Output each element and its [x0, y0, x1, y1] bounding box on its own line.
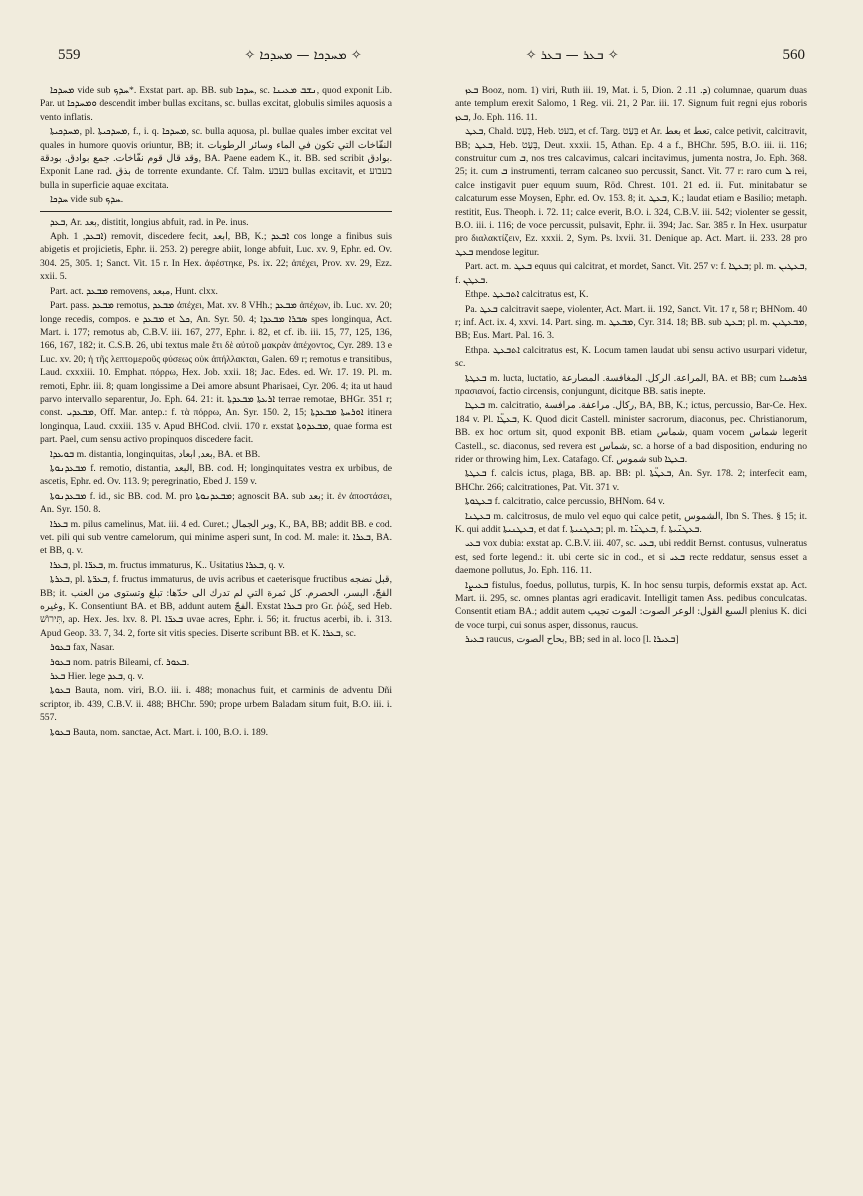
dictionary-entry: Aph. ܐܒܥܕ, 1) removit, discedere fecit, ابعد, BB, K.; ܐܒܥܕ cos longe a finibus suis abigetis et projicietis, Ephr. ii. 253. 2) peregre abiit, longe abfuit, Luc. xv. 9, Ephr. ed. Ov. 304. 25, 305. 1; Sanct. Vit. 15 r. In Hex. ἀφέστηκε, Ps. ix. 22; ἀπέχει, Prov. xv. 29, Ezz. xxii. 5. [40, 231, 392, 283]
dictionary-entry: ܡܒܥܕܢܘܬܐ f. remotio, distantia, البعد, BB. cod. H; longinquitates vestra ex urbibus, de ascetis, Ephr. ed. Ov. 113. 9; peregrinatio, Ebed J. 159 v. [40, 462, 392, 488]
dictionary-entry: ܒܥܕ, Ar. بعد, distitit, longius abfuit, rad. in Pe. inus. [40, 211, 392, 229]
dictionary-entry: ܡܚܕܟܐ vide sub ܚܕܟ*. Exstat part. ap. BB. sub ܚܕܟܐ, sc. ܢܫܒ ܡܥܝܢܐ, quod exponit Lib. Par. ut ܘܡܚܕܟܐ descendit imber bullas excitans, sc. bullas excitat, globulis similes aquosis a vento inflatis. [40, 85, 392, 123]
dictionary-entry: ܒܥܪܬܐ, pl. ܒܥܪ̈ܬܐ, f. fructus immaturus, de uvis acribus et caeterisque fructibus قبل نضجه, BB; it. الفجّ، البسر، الحصرم. كل ثمرة التي لم تدرك الى حدّها: تبلغ وتستوى من العنب وغيره, K. Consentiunt BA. et BB, addunt autem الفجّ. Exstat ܒܥܪܐ pro Gr. ῥώξ, sed Heb. תִּירוֹשׁ, ap. Hex. Jes. lxv. 8. Pl. ܒܥܪ̈ܐ uvae acres, Ephr. i. 56; it. fructus acerbi, ib. i. 313. Apud Geop. 33. 7, 34. 2, forte sit vitis species. Diserte scribunt BB. et K. ܒܥܪܐ, sc. [40, 574, 392, 639]
dictionary-entry: Ethpe. ܐܬܒܥܛ calcitratus est, K. [465, 289, 589, 301]
dictionary-entry: ܒܥܘܬܐ Bauta, nom. sanctae, Act. Mart. i. 100, B.O. i. 189. [50, 726, 269, 738]
right-column [455, 84, 807, 1184]
dictionary-entry: ܒܘܥܕܐ m. distantia, longinquitas, بعد, ابعاد, BA. et BB. [50, 448, 261, 460]
left-running-title: ✧ ܡܚܕܟܐ — ܡܚܕܟܐ ✧ [244, 47, 362, 63]
dictionary-entry: ܒܥܪܐ m. pilus camelinus, Mat. iii. 4 ed. Curet.; وبر الجمال, K., BA, BB; addit BB. e cod. vet. pili qui sub ventre camelorum, qui minime asperi sunt, In cod. M. male: it. ܒܥܪܐ, BA. et BB, q. v. [40, 518, 392, 557]
dictionary-entry: ܒܥܪܐ, pl. ܒܥܪ̈ܐ, m. fructus immaturus, K.. Usitatius ܒܥܪܐ, q. v. [50, 559, 285, 571]
left-column [40, 84, 392, 1184]
right-page-number: 560 [782, 46, 805, 63]
left-page-number: 559 [58, 46, 81, 63]
dictionary-entry: ܒܥܘܪ nom. patris Bileami, cf. ܒܥܘܪ. [50, 656, 190, 668]
dictionary-entry: ܒܥܘܬܐ Bauta, nom. viri, B.O. iii. i. 488; monachus fuit, et carminis de adventu Dñi scriptor, ib. 439, C.B.V. ii. 488; BHChr. 590; prope urbem Baladam situm fuit, B.O. iii. i. 557. [40, 685, 392, 724]
dictionary-entry: ܚܕܟܐ vide sub ܚܕܟ. [50, 194, 124, 206]
dictionary-entry: ܡܒܥܕܢܘܬܐ f. id., sic BB. cod. M. pro ܡܒܥܕܢܘܬܐ; agnoscit BA. sub بعد; it. ἐν ἀποστάσει, An. Syr. 150. 8. [40, 490, 392, 516]
dictionary-entry: Ethpa. ܐܬܒܥܛ calcitratus est, K. Locum tamen laudat ubi sensu activo usurpari videtur, sc. [455, 344, 807, 370]
page-header [58, 44, 805, 66]
dictionary-entry: ܒܥܛܐ m. calcitratio, ركال. مراعفة. مرافسة, BA, BB, K.; ictus, percussio, Bar-Ce. Hex. 184 v. Pl. ܒܥܛ̈ܐ, K. Quod dicit Castell. minister sacrorum, diaconus, pec. Christianorum, BB. ex hoc ortum sit, quod exponit BB. etiam شماس, quam vocem شماس legerit Castell., sc. diaconus, sed revera est شماس, sc. a horse of a bad disposition, enduring no rider or throwing him, Lex. Catafago. Cf. شموس sub ܒܥܛܐ. [455, 400, 807, 465]
dictionary-entry: ܒܥܛܬܐ m. lucta, luctatio, المراعة. الركل. المغافسة. المصارعة, BA. et BB; cum ܦܪܣܝܢܐ πρασιανοί, factio circensis, conjungunt, dicitque BB. satis inepte. [455, 372, 807, 397]
dictionary-entry: ܒܥܛܘܬܐ f. calcitratio, calce percussio, BHNom. 64 v. [465, 496, 665, 508]
dictionary-entry: ܒܥܪ Hier. lege ܒܥܕ, q. v. [50, 671, 144, 683]
dictionary-entry: ܒܥܘܪ fax, Nasar. [50, 642, 115, 654]
dictionary-entry: ܒܥܛ, Chald. בְּעַט, Heb. בעט, et cf. Targ. בְּעַט et Ar. بعط et تعط, calce petivit, calcitravit, BB; ܒܥܛ, Heb. בְּעַט, Deut. xxxii. 15, Athan. Ep. 4 a f., BHChr. 595, B.O. iii. ii. 116; construitur cum ܒ, nos tres calcavimus, calcari incitavimus, jumenta nostra, Jo. Eph. 368. 25; it. cum ܒ instrumenti, terram calcaneo suo percussit, Sanct. Vit. 77 r: raro cum ܠ rei, calce instigavit puer equum suum, Röd. Chrest. 101. 21 ed. ii. Fut. minitabatur se calcaturum esse Moysen, Ephr. ed. Ov. 153. 8; it. ܒܥܛ, K.; laudat etiam e Basilio; metaph. restitit, Eus. Theoph. i. 72. 11; calce everit, B.O. i. 324, C.B.V. iii. 542; violenter se gessit, B.O. iii. i. 116; de voce percussit, pulsavit, Ephr. ii. 394; Jac. Sar. 385 r. In Hex. usurpatur pro διαλακτίζειν, Ez. xxxii. 2, Sym. Ps. lxvii. 31. Denique ap. Act. Mart. ii. 233. 28 pro ܒܥܛ mendose legitur. [455, 126, 807, 258]
dictionary-entry: ܒܥܛܬܐ f. calcis ictus, plaga, BB. ap. BB: pl. ܒܥܛ̈ܬܐ, An. Syr. 178. 2; interfecit eam, BHChr. 266; calcitrationes, Pat. Vit. 371 v. [455, 468, 807, 493]
dictionary-entry: Part. act. m. ܒܥܛ equus qui calcitrat, et mordet, Sanct. Vit. 257 v: f. ܒܥܛܐ; pl. m. ܒܥܛܝܢ, f. ܒܥܛܢ. [455, 261, 807, 286]
dictionary-entry: ܒܥܛܢܐ m. calcitrosus, de mulo vel equo qui calce petit, الشموس, Ibn S. Thes. § 15; it. K. qui addit ܒܥܛܢܝܬܐ, et dat f. ܒܥܛܢܝܬܐ; pl. m. ܒܥܛܢ̈ܐ, f. ܒܥܛܢ̈ܝܬܐ. [455, 510, 807, 535]
dictionary-entry: Part. pass. ܡܒܥܕ remotus, ܡܒܥܕ ἀπέχει, Mat. xv. 8 VHh.; ܡܒܥܕ ἀπέχων, ib. Luc. xv. 20; longe recedis, compos. e ܡܒܥܕ et ܟܠ, An. Syr. 50. 4; ܣܒܪܐ ܡܒܥܕܐ spes longinqua, Act. Mart. i. 177; remotus ab, C.B.V. iii. 167, 277, Ephr. i. 82, et cf. ib. iii. 15, 77, 125, 136, 166, 167, 182; it. C.S.B. 26, ubi textus male ἔτι δὲ αὐτοῦ μακρὰν ἀπέχοντος, Cyr. 289. 13 e Luc. xv. 20; ἡ τῆς λεπτομεροῦς φύσεως οὐκ ἀπήλλακται, Galen. 69 r; remotus e transitibus, Laud. cxxxiii. 10. Emphat. πόρρω, Hex. Job. xxii. 18; Jac. Edes. ed. Wr. 17. 19. Pl. m. remoti, Ephr. iii. 8; quam longissime a Dei amore absunt Pharisaei, Cyr. 206. 4; ita ut haud parvo intervallo separentur, Jo. Eph. 64. 21: it. ܐܪܥܬܐ ܡܒܥܕܬܐ terrae remotae, BHGr. 351 r; const. ܡܒܥܕܝ, Off. Mar. antep.: f. τὰ πόρρω, An. Syr. 150. 2, 15; ܐܘܪܚܬܐ ܡܒܥܕܬܐ itinera longinqua, Laud. cxxiii. 135 v. Apud BHCod. clvii. 170 r. exstat ܡܒܥܕܘܬܐ, quae forma est part. Pael, cum sensu activo propinquos discedere facit. [40, 300, 392, 446]
dictionary-entry: Part. act. ܡܒܥܕ removens, مبعد, Hunt. clxx. [50, 285, 218, 297]
right-running-title: ✧ ܒܥܪ — ܒܥܪ ✧ [525, 47, 619, 63]
dictionary-entry: ܒܥܝܪ raucus, بحاح الصوت, BB; sed in al. loco [l. ܒܥܝܪܐ] [465, 634, 679, 646]
dictionary-entry: ܡܚܕܟܝܬܐ, pl. ܡܚܕܟܝܬܐ, f., i. q. ܡܚܕܟܐ, sc. bulla aquosa, pl. bullae quales imber excitat vel quales in humore quovis oriuntur, BB; it. النفّاخات التي تكون في الماء وسائر الرطوبات وقد قال قوم نفّاخات. جمع بوادق. بودقة, BA. Paene eadem K., it. BB. sed scribit بوادق. Exponit Lane rad. بذق de torrente exundante. Cf. Talm. בעבע bullas excitavit, et בעבוע bulla in superficie aquae excitata. [40, 126, 392, 191]
dictionary-entry: Pa. ܒܥܛ calcitravit saepe, violenter, Act. Mart. ii. 192, Sanct. Vit. 17 r, 58 r; BHNom. 40 r; inf. Act. ix. 4, xxvi. 14. Part. sing. m. ܡܒܥܛ, Cyr. 314. 18; BB. sub ܒܥܛ; pl. m. ܡܒܥܛܝܢ, BB; Eus. Mart. Pal. 16. 3. [455, 303, 807, 342]
dictionary-entry: ܒܥܝܨܐ fistulus, foedus, pollutus, turpis, K. In hoc sensu turpis, deformis exstat ap. Act. Mart. ii. 295, sc. omnes plantas agri eradicavit. Intelligit tamen Ass. pedibus conculcatas. Consentit etiam BA.; addit autem السبع القول: الوعر الصوت: الموت تجيب plenius K. dici de voce turpi, cui sonus asper, dissonus, raucus. [455, 579, 807, 631]
dictionary-entry: ܒܥܝ vox dubia: exstat ap. C.B.V. iii. 407, sc. ܒܥܝ, ubi reddit Bernst. contusus, vulneratus est, sed forte legend.: it. ubi certe sic in cod., et si ܒܥܝ recte reddatur, sensus esset a daemone pollutus, Jo. Eph. 116. 11. [455, 538, 807, 577]
dictionary-entry: ܒܥܙ Booz, nom. 1) viri, Ruth iii. 19, Mat. i. 5, Dion. ܕ. 11. 2) columnae, quarum duas ante templum erexit Salomo, 1 Reg. vii. 21, 2 Par. iii. 17. Signum fuit regni ejus roboris ܒܥܙ, Jo. Eph. 116. 11. [455, 85, 807, 123]
